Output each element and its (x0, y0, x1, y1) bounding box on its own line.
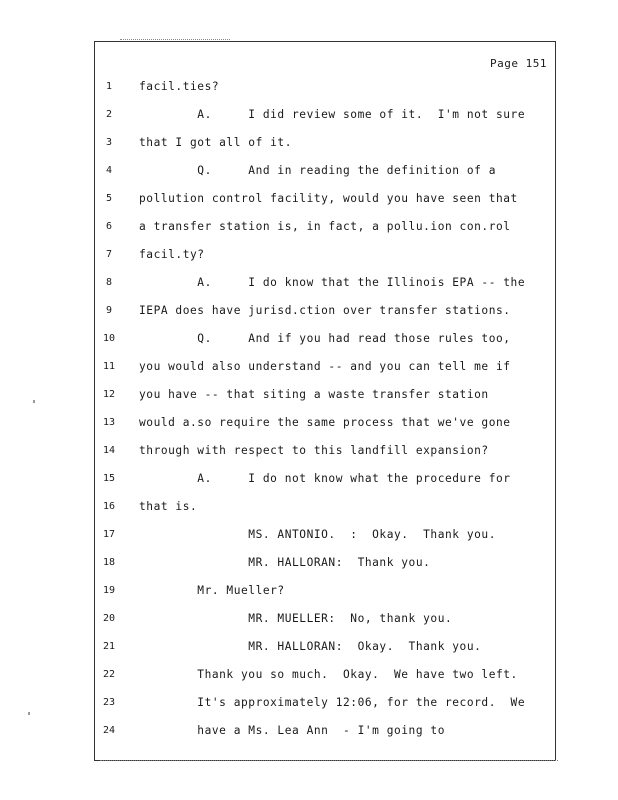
transcript-line (95, 385, 555, 405)
transcript-line (95, 301, 555, 321)
bottom-scan-rule (100, 760, 558, 761)
transcript-line (95, 609, 555, 629)
line-text: MR. HALLORAN: Okay. Thank you. (139, 640, 482, 653)
line-number: 20 (102, 613, 116, 624)
line-number: 15 (102, 473, 116, 484)
line-text: have a Ms. Lea Ann - I'm going to (139, 724, 445, 737)
line-number: 19 (102, 585, 116, 596)
line-text: facil.ty? (139, 248, 205, 261)
transcript-line (95, 469, 555, 489)
line-text: IEPA does have jurisd.ction over transfer stations. (139, 304, 511, 317)
line-text: Mr. Mueller? (139, 584, 285, 597)
line-number: 14 (102, 445, 116, 456)
line-number: 4 (105, 165, 113, 176)
line-text: MR. HALLORAN: Thank you. (139, 556, 431, 569)
line-text: a transfer station is, in fact, a pollu.ion con.rol (139, 220, 511, 233)
transcript-line (95, 357, 555, 377)
line-number: 17 (102, 529, 116, 540)
line-number: 9 (105, 305, 113, 316)
line-text: Q. And if you had read those rules too, (139, 332, 511, 345)
transcript-line (95, 441, 555, 461)
line-number: 3 (105, 137, 113, 148)
transcript-line (95, 721, 555, 741)
line-text: MR. MUELLER: No, thank you. (139, 612, 453, 625)
page-number: Page 151 (490, 57, 547, 70)
transcript-line (95, 581, 555, 601)
transcript-line (95, 189, 555, 209)
scan-speck (28, 712, 30, 715)
line-number: 18 (102, 557, 116, 568)
line-number: 24 (102, 725, 116, 736)
line-text: Thank you so much. Okay. We have two left. (139, 668, 518, 681)
line-number: 8 (105, 277, 113, 288)
scan-speck (33, 400, 35, 403)
transcript-line (95, 665, 555, 685)
line-number: 13 (102, 417, 116, 428)
transcript-line (95, 133, 555, 153)
transcript-line (95, 245, 555, 265)
transcript-line (95, 525, 555, 545)
line-number: 10 (102, 333, 116, 344)
line-number: 6 (105, 221, 113, 232)
line-number: 12 (102, 389, 116, 400)
line-number: 7 (105, 249, 113, 260)
top-scan-rule (120, 39, 230, 40)
transcript-line (95, 273, 555, 293)
transcript-line (95, 693, 555, 713)
line-text: A. I do know that the Illinois EPA -- the (139, 276, 526, 289)
line-number: 5 (105, 193, 113, 204)
transcript-line (95, 413, 555, 433)
line-number: 22 (102, 669, 116, 680)
line-text: A. I do not know what the procedure for (139, 472, 511, 485)
line-number: 1 (105, 81, 113, 92)
line-text: that is. (139, 500, 198, 513)
transcript-line (95, 329, 555, 349)
line-number: 23 (102, 697, 116, 708)
line-text: A. I did review some of it. I'm not sure (139, 108, 526, 121)
transcript-line (95, 497, 555, 517)
line-text: that I got all of it. (139, 136, 292, 149)
transcript-line (95, 77, 555, 97)
line-text: It's approximately 12:06, for the record. We (139, 696, 526, 709)
line-text: facil.ties? (139, 80, 220, 93)
line-text: Q. And in reading the definition of a (139, 164, 496, 177)
transcript-line (95, 105, 555, 125)
line-number: 16 (102, 501, 116, 512)
line-number: 2 (105, 109, 113, 120)
line-number: 11 (102, 361, 116, 372)
transcript-page (94, 41, 556, 761)
line-text: you would also understand -- and you can tell me if (139, 360, 511, 373)
line-number: 21 (102, 641, 116, 652)
transcript-line (95, 553, 555, 573)
line-text: through with respect to this landfill expansion? (139, 444, 489, 457)
transcript-line (95, 217, 555, 237)
line-text: would a.so require the same process that we've gone (139, 416, 511, 429)
line-text: MS. ANTONIO. : Okay. Thank you. (139, 528, 496, 541)
line-text: you have -- that siting a waste transfer station (139, 388, 489, 401)
transcript-line (95, 161, 555, 181)
transcript-line (95, 637, 555, 657)
line-text: pollution control facility, would you have seen that (139, 192, 518, 205)
